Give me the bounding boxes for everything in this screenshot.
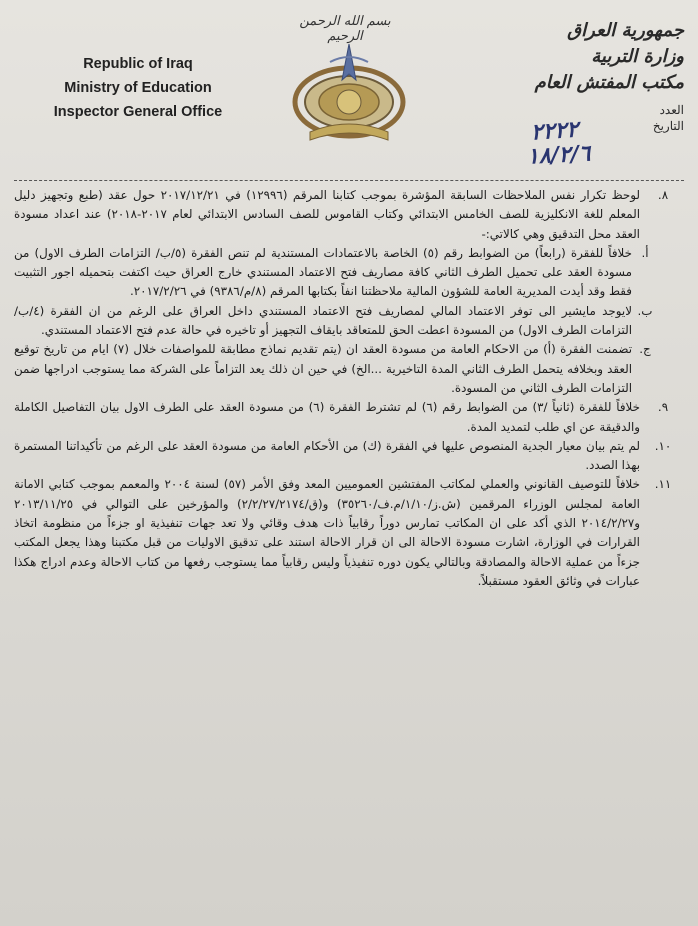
number-label: العدد	[659, 103, 684, 117]
subparagraph-letter: ب.	[637, 303, 653, 318]
handwritten-date: ١٨/٢/٦	[526, 140, 591, 170]
paragraph-number: ٨.	[657, 188, 669, 202]
subparagraph-b	[14, 302, 684, 341]
paragraph-9	[14, 398, 684, 437]
arabic-letterhead	[484, 18, 684, 134]
paragraph-text: لوحظ تكرار نفس الملاحظات السابقة المؤشرة بموجب كتابنا المرقم (١٢٩٩٦) في ٢٠١٧/١٢/٢١ حول عقد (طبع وتجهيز دليل المعلم للغة الانكليزية للصف الخامس الابتدائي وكتاب القاموس للصف السادس الابتدائي لعام ٢٠١٧-٢٠١٨) عند اعداد مسودة العقد محل التدقيق وهي كالاتي:-	[14, 188, 640, 241]
subparagraph-text: تضمنت الفقرة (أ) من الاحكام العامة من مسودة العقد ان (يتم تقديم نماذج مطابقة للمواصفات خلال (٧) ايام من تاريخ توقيع العقد وبخلافه يتحمل الطرف الثاني المدة التاخيرية ...الخ) في حين ان ذلك يعد التزاماً على الشركة مما يستوجب ادراجها ضمن التزامات الطرف الثاني من المسودة.	[14, 342, 633, 395]
ministry-emblem-icon	[290, 40, 408, 150]
date-label: التاريخ	[652, 119, 684, 133]
arabic-office-name: مكتب المفتش العام	[534, 72, 684, 93]
subparagraph-letter: أ.	[641, 245, 649, 260]
paragraph-10	[14, 437, 684, 476]
subparagraph-text: خلافاً للفقرة (رابعاً) من الضوابط رقم (٥) الخاصة بالاعتمادات المستندية لم تنص الفقرة (٥/ب/ التزامات الطرف الاول) من مسودة العقد على تحميل الطرف الثاني كافة مصاريف فتح الاعتماد المستندي خارج العراق حيث اكتفت بتحميله اجور التثبيت فقط وقد أيدت المديرية العامة للشؤون المالية ملاحظتنا انفاً بكتابها المرقم (٨/م/٩٣٨٦) في ٢٠١٧/٢/٢٦.	[14, 245, 633, 299]
paragraph-text: خلافاً للفقرة (ثانياً /٣) من الضوابط رقم (٦) لم تشترط الفقرة (٦) من مسودة العقد على الطرف الاول بيان التفاصيل الكاملة والدقيقة عن اي طلب لتمديد المدة.	[14, 400, 640, 434]
header-divider	[14, 180, 684, 181]
country-name: Republic of Iraq	[83, 56, 193, 72]
paragraph-11	[14, 475, 684, 591]
paragraph-8	[14, 186, 684, 244]
paragraph-number: ١١.	[654, 477, 672, 492]
subparagraph-a	[14, 244, 684, 302]
subparagraph-c	[14, 340, 684, 398]
english-letterhead	[28, 52, 248, 124]
paragraph-text: لم يتم بيان معيار الجدية المنصوص عليها في الفقرة (ك) من الأحكام العامة من مسودة العقد على الرغم من تأكيداتنا المستمرة بهذا الصدد.	[14, 438, 640, 473]
letter-body	[14, 186, 684, 922]
arabic-ministry-name: وزارة التربية	[591, 46, 684, 67]
paragraph-number: ١٠.	[654, 438, 672, 453]
ministry-name: Ministry of Education	[64, 80, 212, 96]
handwritten-number: ٢٢٢٢	[529, 116, 579, 146]
arabic-country-name: جمهورية العراق	[567, 20, 684, 41]
subparagraph-text: لايوجد مايشير الى توفر الاعتماد المالي لمصاريف فتح الاعتماد المستندي داخل العراق على الرغم من ان الفقرة (٤/ب/ التزامات الطرف الاول) من المسودة اعطت الحق للمتعاقد بايقاف التجهيز أو تاخيره في حالة عدم فتح الاعتماد المستندي.	[14, 303, 632, 338]
basmala: بسم الله الرحمن الرحيم	[299, 14, 391, 44]
paragraph-number: ٩.	[657, 400, 669, 415]
subparagraph-letter: ج.	[639, 342, 651, 357]
office-name: Inspector General Office	[53, 104, 223, 120]
paragraph-text: خلافاً للتوصيف القانوني والعملي لمكاتب المفتشين العموميين المعد وفق الأمر (٥٧) لسنة ٢٠٠٤ والمعمم بموجب كتابي الامانة العامة لمجلس الوزراء المرقمين (ش.ز/١/١٠/م.ف/٣٥٢٦٠) و(ق/٢/٢/٢٧/٢١٧٤) والمؤرخين على التوالي في ٢٠١٣/١١/٢٥ و٢٠١٤/٢/٢٧ الذي أكد على ان المكاتب تمارس دوراً رقابياً ذات هدف وقائي ولا تعد جهات تنفيذية او جزءاً من منظومة اتخاذ القرارات في الوزارة، اشارت مسودة الاحالة الى ان قرار الاحالة استند على تدقيق الاوليات من قبل مكتبنا وهذا يجعل المكتب جزءاً من عملية الاحالة والمصادقة وبالتالي يكون دوره تنفيذياً وليس رقابياً مما يستوجب رفعها من كتاب الاحالة وعدم ادراج هكذا عبارات في وثائق العقود مستقبلاً.	[14, 477, 640, 588]
